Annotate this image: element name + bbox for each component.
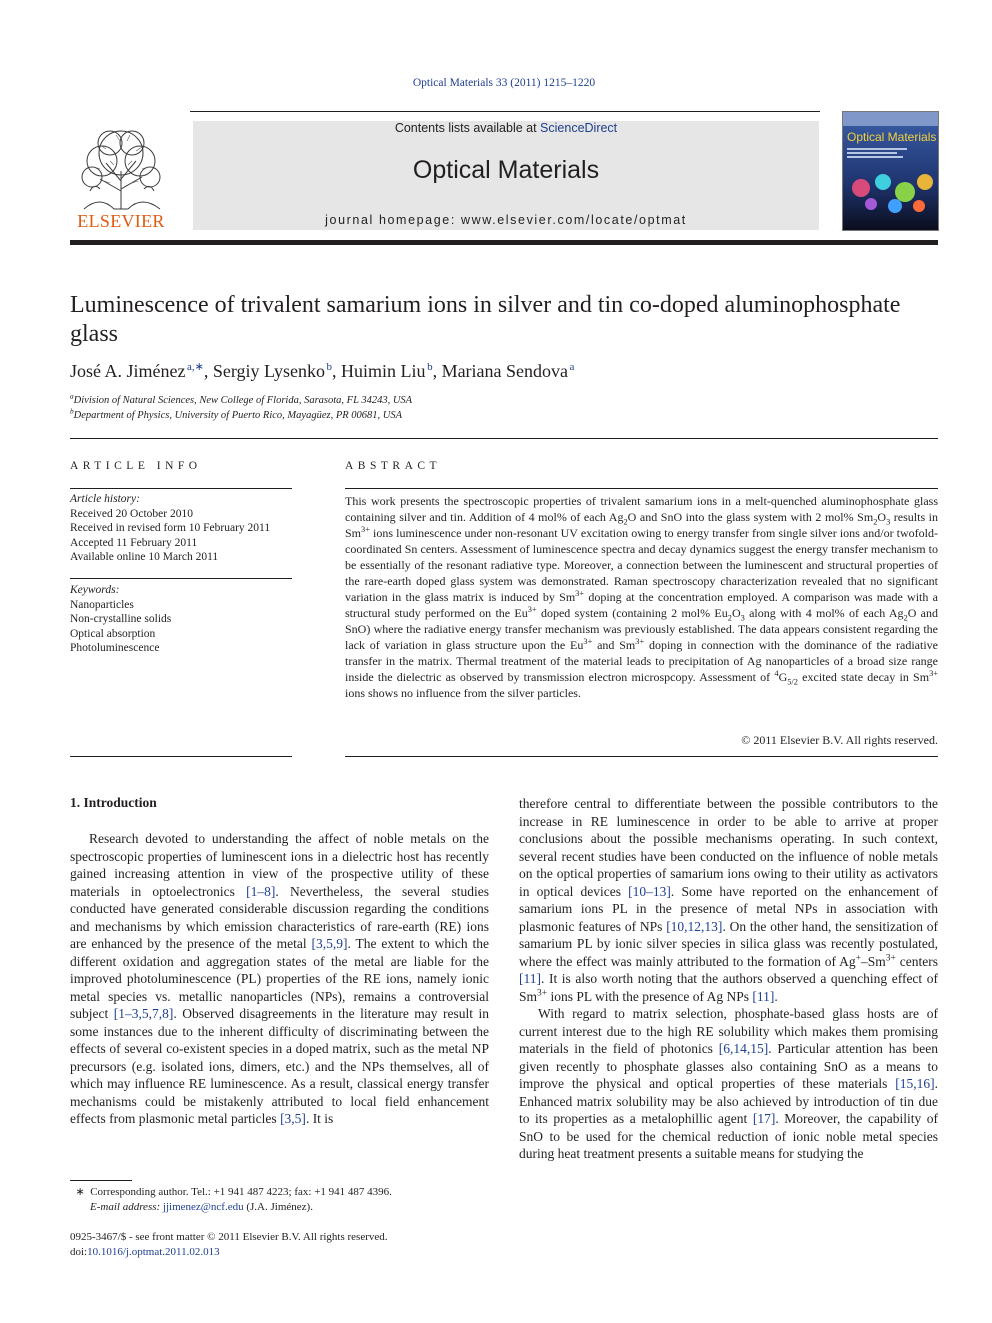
- doi-label: doi:: [70, 1246, 88, 1258]
- keywords: [70, 583, 171, 656]
- author-affiliation-mark[interactable]: b: [427, 361, 433, 373]
- citation-link[interactable]: [10,12,13]: [666, 918, 723, 934]
- email-link[interactable]: jjimenez@ncf.edu: [162, 1201, 244, 1213]
- journal-header-box: [193, 121, 819, 230]
- history-label: Article history:: [70, 493, 140, 505]
- history-item: Available online 10 March 2011: [70, 551, 219, 563]
- journal-cover-image[interactable]: [842, 111, 939, 231]
- email-suffix: (J.A. Jiménez).: [243, 1201, 313, 1213]
- citation-link[interactable]: [1–3,5,7,8]: [113, 1006, 174, 1021]
- citation-link[interactable]: [3,5,9]: [311, 936, 348, 951]
- doi-line: [70, 1245, 388, 1260]
- keyword-item: Photoluminescence: [70, 642, 160, 654]
- body-paragraph: Research devoted to understanding the affect of noble metals on the spectroscopic properties of luminescent ions in a dielectric host has recently gained increasing attention in view of the prospective utility of these materials in optoelectronics [1–8]. Nevertheless, the several studies conducted have generated considerable discussion regarding the conditions and mechanisms by which emission characteristics of rare-earth (RE) ions are enhanced by the presence of the metal [3,5,9]. The extent to which the different oxidation and aggregation states of the metal are liable for the improved photoluminescence (PL) properties of the RE ions, namely ionic metal species vs. metallic nanoparticles (NPs), remains a controversial subject [1–3,5,7,8]. Observed disagreements in the literature may result in some instances due to the inherent difficulty of discriminating between the effects of several co-existent species in a doped matrix, such as the metal NP precursors (e.g. isolated ions, dimers, etc.) and the NPs themselves, all of which may influence RE luminescence. As a result, classical energy transfer mechanisms could be mistakenly attributed to local field enhancement effects from plasmonic metal particles [3,5]. It is: [70, 831, 490, 1126]
- author-name[interactable]: Mariana Sendova: [441, 361, 569, 381]
- homepage-prefix: journal homepage:: [325, 213, 461, 227]
- citation-link[interactable]: [11]: [519, 971, 541, 986]
- cover-title: Optical Materials: [847, 130, 937, 144]
- email-label: E-mail address:: [90, 1201, 161, 1213]
- contents-prefix: Contents lists available at: [394, 121, 541, 135]
- keywords-label: Keywords:: [70, 584, 120, 596]
- corresponding-author-footnote: [70, 1185, 392, 1215]
- author-affiliation-mark[interactable]: a: [569, 361, 575, 373]
- citation-link[interactable]: [17]: [752, 1111, 776, 1126]
- keyword-item: Non-crystalline solids: [70, 613, 172, 625]
- footnote-star: ∗: [75, 1186, 85, 1198]
- article-title: Luminescence of trivalent samarium ions in silver and tin co-doped aluminophosphate glass: [70, 292, 901, 347]
- body-column-left: [70, 830, 489, 1128]
- article-history: [70, 492, 270, 565]
- article-info-divider: [70, 488, 292, 489]
- doi-link[interactable]: 10.1016/j.optmat.2011.02.013: [87, 1246, 220, 1258]
- cover-art-icon: [843, 112, 938, 230]
- citation-link[interactable]: [11]: [752, 988, 775, 1004]
- body-paragraph: With regard to matrix selection, phosphate-based glass hosts are of current interest due to the high RE solubility which makes them promising materials in the field of photonics [6,14,15]. Particular attention has been given recently to phosphate glasses also containing SnO as a means to improve the physical and optical properties of these materials [15,16]. Enhanced matrix solubility may be also achieved by introduction of tin due to its properties as a metalophillic agent [17]. Moreover, the capability of SnO to be used for the chemical reduction of ionic noble metal species during heat treatment presents a suitable means for studying the: [519, 1006, 938, 1161]
- affiliation: [70, 391, 413, 406]
- citation-link[interactable]: [15,16]: [895, 1076, 935, 1091]
- affiliation-mark: a: [70, 391, 74, 401]
- abstract-divider: [345, 488, 938, 489]
- abstract-heading: ABSTRACT: [345, 460, 442, 472]
- abstract-copyright: © 2011 Elsevier B.V. All rights reserved.: [741, 733, 938, 747]
- sciencedirect-link[interactable]: ScienceDirect: [540, 121, 618, 135]
- affiliation-divider: [70, 438, 938, 439]
- citation-link[interactable]: [10–13]: [628, 883, 671, 899]
- author-name[interactable]: Huimin Liu: [341, 361, 426, 381]
- author-name[interactable]: Sergiy Lysenko: [212, 361, 326, 381]
- top-divider: [190, 111, 820, 112]
- abstract-divider: [345, 756, 938, 757]
- history-item: Accepted 11 February 2011: [70, 536, 198, 549]
- issn-line: 0925-3467/$ - see front matter © 2011 Elsevier B.V. All rights reserved.: [70, 1231, 388, 1243]
- issn-doi-block: [70, 1230, 388, 1260]
- introduction-heading: 1. Introduction: [70, 795, 157, 810]
- journal-homepage-line: [193, 213, 819, 227]
- author-affiliation-mark[interactable]: b: [326, 361, 333, 373]
- author-name[interactable]: José A. Jiménez: [70, 361, 186, 381]
- citation-link[interactable]: [1–8]: [246, 883, 276, 899]
- citation-link[interactable]: [6,14,15]: [718, 1041, 769, 1056]
- journal-name: Optical Materials: [412, 156, 600, 184]
- footnote-line: [70, 1185, 392, 1200]
- elsevier-logo-text: ELSEVIER: [77, 211, 165, 231]
- journal-reference[interactable]: Optical Materials 33 (2011) 1215–1220: [412, 77, 596, 89]
- author-list: José A. Jiménez $^{a,∗}$, Sergiy Lysenko $^b$, Huimin Liu $^b$, Mariana Sendova $^a$: [70, 361, 575, 381]
- footnote-email-line: [70, 1200, 392, 1215]
- affiliation-mark: b: [70, 406, 74, 416]
- author-affiliation-mark[interactable]: a,∗: [187, 361, 204, 373]
- affiliation-text: Division of Natural Sciences, New College of Florida, Sarasota, FL 34243, USA: [73, 395, 413, 406]
- article-info-divider: [70, 756, 292, 757]
- history-item: Received 20 October 2010: [70, 507, 193, 520]
- body-column-right: [519, 795, 938, 1163]
- keyword-item: Nanoparticles: [70, 598, 134, 611]
- keyword-item: Optical absorption: [70, 627, 156, 640]
- article-info-divider: [70, 578, 292, 579]
- footnote-corresponding: Corresponding author. Tel.: +1 941 487 4223; fax: +1 941 487 4396.: [90, 1186, 392, 1198]
- header-thick-divider: [70, 240, 938, 245]
- footnote-divider: [70, 1180, 132, 1181]
- affiliation-text: Department of Physics, University of Puerto Rico, Mayagüez, PR 00681, USA: [73, 410, 403, 421]
- history-item: Received in revised form 10 February 2011: [70, 522, 271, 534]
- article-info-heading: ARTICLE INFO: [70, 460, 202, 472]
- abstract-text: This work presents the spectroscopic properties of trivalent samarium ions in a melt-quenched aluminophosphate glass containing silver and tin. Addition of 4 mol% of each $Ag_2O$ and SnO into the glass system with 2 mol% $Sm_2O_3$ results in $Sm^{3+}$ ions luminescence under non-resonant UV excitation owing to energy transfer from single silver ions and/or twofold-coordinated Sn centers. Assessment of luminescence spectra and decay dynamics suggest the energy transfer mechanism to be essentially of the resonant radiative type. Moreover, a connection between the luminescent and structural properties of the rare-earth doped glass system was demonstrated. Raman spectroscopy characterization revealed that no significant variation in the glass matrix is induced by $Sm^{3+}$ doping at the concentration employed. A comparison was made with a structural study performed on the $Eu^{3+}$ doped system (containing 2 mol% $Eu_2O_3$ along with 4 mol% of each $Ag_2O$ and SnO) where the radiative energy transfer mechanism was previously established. The data appears consistent regarding the lack of variation in glass structure upon the $Eu^{3+}$ and $Sm^{3+}$ doping in connection with the dominance of the radiative transfer in the matrix. Thermal treatment of the material leads to precipitation of Ag nanoparticles of a broad size range inside the dielectric as observed by transmission electron microspcopy. Assessment of $^4G_{5/2}$ excited state decay in $Sm^{3+}$ ions shows no influence from the silver particles.: [345, 494, 939, 700]
- homepage-url-link[interactable]: www.elsevier.com/locate/optmat: [460, 213, 687, 227]
- body-paragraph: therefore central to differentiate between the possible contributors to the increase in RE luminescence in order to be able to arrive at proper conclusions about the possible mechanisms operating. In such context, several recent studies have been conducted on the influence of noble metals on the optical properties of samarium ions owing to their utility as activators in optical devices [10–13]. Some have reported on the enhancement of samarium ions PL in the presence of metal NPs in association with plasmonic features of NPs [10,12,13]. On the other hand, the sensitization of samarium PL by ionic silver species in silica glass was recently postulated, where the effect was mainly attributed to the formation of $Ag^+-Sm^{3+}$ centers [11]. It is also worth noting that the authors observed a quenching effect of $Sm^{3+}$ ions PL with the presence of Ag NPs [11].: [519, 796, 939, 1004]
- contents-available-line: [193, 121, 819, 135]
- citation-link[interactable]: [3,5]: [280, 1111, 306, 1126]
- affiliation: [70, 406, 403, 421]
